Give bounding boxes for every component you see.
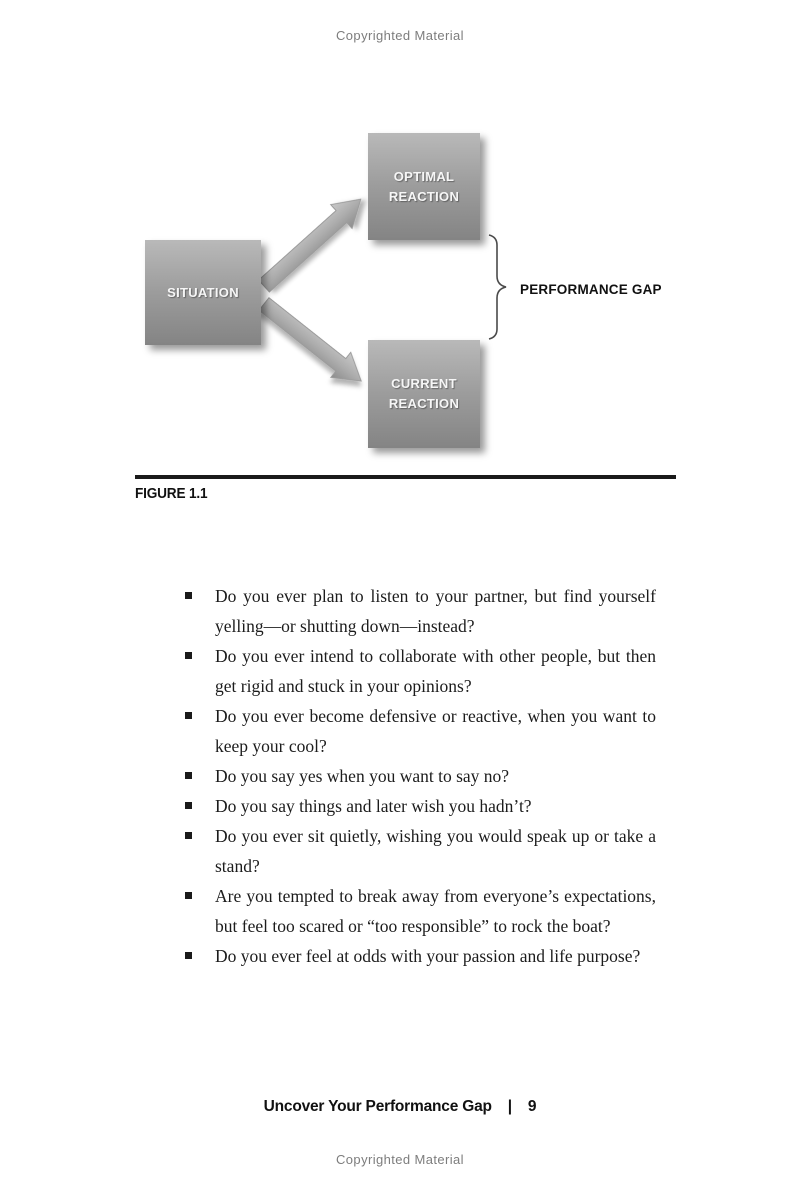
footer-page-number: 9 <box>527 1098 537 1115</box>
list-item-text: Are you tempted to break away from everyone’s expectations, but feel too scared or “too responsible” to rock the boat? <box>215 886 656 936</box>
performance-gap-brace-icon <box>489 235 506 339</box>
list-item <box>183 701 656 761</box>
performance-gap-label: PERFORMANCE GAP <box>520 282 662 297</box>
list-item-text: Do you ever sit quietly, wishing you would speak up or take a stand? <box>215 826 656 876</box>
arrow-to-optimal-icon <box>253 187 371 298</box>
list-item <box>183 821 656 881</box>
optimal-reaction-box <box>368 133 480 240</box>
list-item <box>183 581 656 641</box>
list-item <box>183 941 656 971</box>
running-footer <box>0 1098 800 1116</box>
bullet-square-icon <box>185 952 192 959</box>
current-reaction-box-label: CURRENT REACTION <box>388 376 460 411</box>
bullet-square-icon <box>185 802 192 809</box>
bullet-square-icon <box>185 712 192 719</box>
list-item-text: Do you ever become defensive or reactive, when you want to keep your cool? <box>215 706 656 756</box>
current-reaction-box <box>368 340 480 448</box>
bullet-square-icon <box>185 772 192 779</box>
list-item <box>183 641 656 701</box>
copyright-notice-bottom: Copyrighted Material <box>336 1152 464 1167</box>
situation-box-label: SITUATION <box>167 284 239 300</box>
list-item-text: Do you say yes when you want to say no? <box>215 766 510 786</box>
figure-diagram <box>0 0 800 470</box>
list-item <box>183 881 656 941</box>
list-item-text: Do you ever plan to listen to your partner, but find yourself yelling—or shutting down—instead? <box>215 586 656 636</box>
bullet-square-icon <box>185 832 192 839</box>
bullet-square-icon <box>185 652 192 659</box>
footer-chapter-title: Uncover Your Performance Gap <box>263 1098 492 1115</box>
footer-separator: | <box>507 1098 512 1115</box>
list-item-text: Do you ever feel at odds with your passion and life purpose? <box>215 946 641 966</box>
bullet-square-icon <box>185 892 192 899</box>
list-item-text: Do you ever intend to collaborate with other people, but then get rigid and stuck in your opinions? <box>215 646 656 696</box>
situation-box <box>145 240 261 345</box>
bullet-square-icon <box>185 592 192 599</box>
list-item-text: Do you say things and later wish you hadn’t? <box>215 796 532 816</box>
figure-rule <box>135 475 676 479</box>
arrow-to-current-icon <box>254 291 371 393</box>
list-item <box>183 791 656 821</box>
figure-caption: FIGURE 1.1 <box>135 486 208 502</box>
list-item <box>183 761 656 791</box>
question-list <box>183 581 656 971</box>
copyright-notice-top: Copyrighted Material <box>336 28 464 43</box>
optimal-reaction-box-label: OPTIMAL REACTION <box>388 168 460 204</box>
